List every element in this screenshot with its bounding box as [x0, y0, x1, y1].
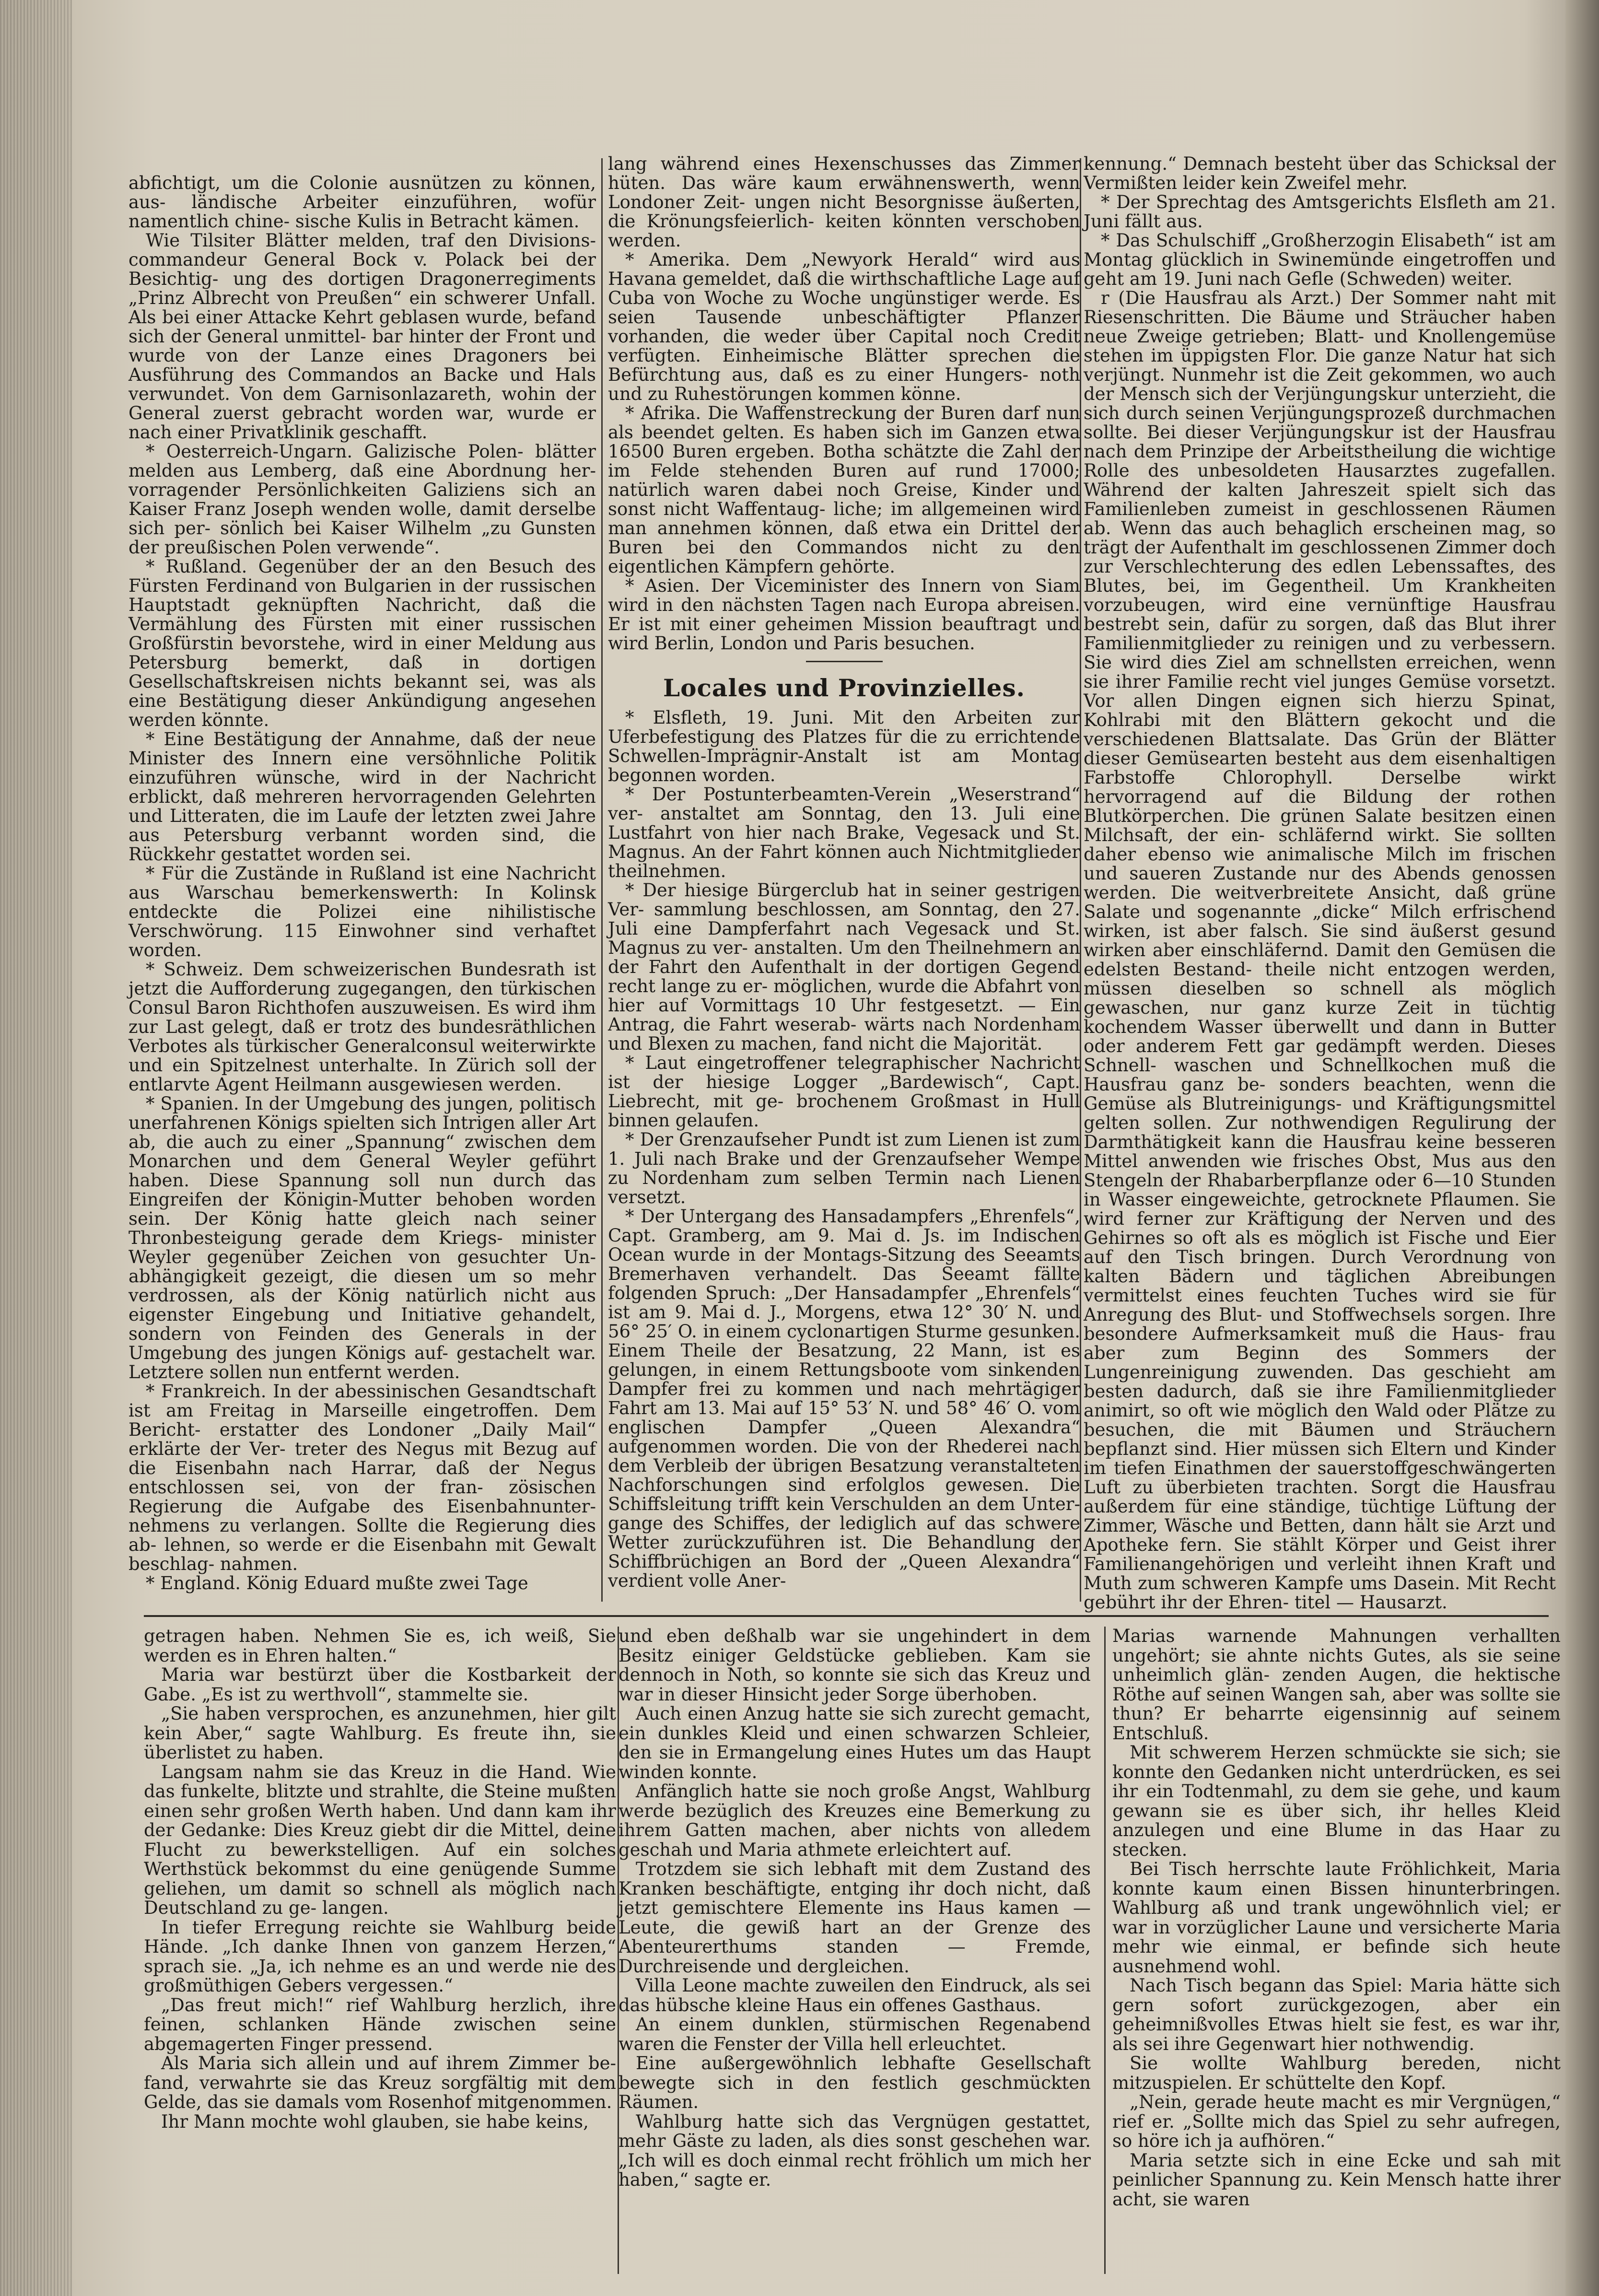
story-paragraph: Nach Tisch begann das Spiel: Maria hätte sich gern sofort zurückgezogen, aber ein geheimnißvolles Etwas hielt sie fest, es war ihr, als sei ihre Gegenwart hier nothwendig.	[1112, 1975, 1561, 2054]
news-paragraph: * Frankreich. In der abessinischen Gesandtschaft ist am Freitag in Marseille eingetroffen. Dem Bericht- erstatter des Londoner „Daily Mail“ erklärte der Ver- treter des Negus mit Bezug auf die Eisenbahn nach Harrar, daß der Negus entschlossen sei, von der fran- zösischen Regierung die Aufgabe des Eisenbahnunter- nehmens zu verlangen. Sollte die Regierung dies ab- lehnen, so werde er die Eisenbahn mit Gewalt beschlag- nahmen.	[128, 1381, 596, 1574]
page-edge-right	[1565, 0, 1599, 2296]
news-paragraph: r (Die Hausfrau als Arzt.) Der Sommer naht mit Riesenschritten. Die Bäume und Sträucher haben neue Zweige getrieben; Blatt- und Knollengemüse stehen im üppigsten Flor. Die ganze Natur hat sich verjüngt. Nunmehr ist die Zeit gekommen, wo auch der Mensch sich der Verjüngungskur unterzieht, die sich durch seinen Verjüngungsprozeß durchmachen sollte. Bei dieser Verjüngungskur ist der Hausfrau nach dem Prinzipe der Arbeitstheilung die wichtige Rolle des unbesoldeten Hausarztes zugefallen. Während der kalten Jahreszeit spielt sich das Familienleben zumeist in geschlossenen Räumen ab. Wenn das auch behaglich erscheinen mag, so trägt der Aufenthalt im geschlossenen Zimmer doch zur Verschlechterung des edlen Lebenssaftes, des Blutes, bei, im Gegentheil. Um Krankheiten vorzubeugen, wird eine vernünftige Hausfrau bestrebt sein, dafür zu sorgen, daß das Blut ihrer Familienmitglieder zu reinigen und zu verbessern. Sie wird dies Ziel am schnellsten erreichen, wenn sie ihrer Familie recht viel junges Gemüse vorsetzt. Vor allen Dingen eignen sich hierzu Spinat, Kohlrabi mit den Blättern gekocht und die verschiedenen Blattsalate. Das Grün der Blätter dieser Gemüsearten besteht aus dem eisenhaltigen Farbstoffe Chlorophyll. Derselbe wirkt hervorragend auf die Bildung der rothen Blutkörperchen. Die grünen Salate besitzen einen Milchsaft, der ein- schläfernd wirkt. Sie sollten daher ebenso wie animalische Milch im frischen und saueren Zustande nur des Abends genossen werden. Die weitverbreitete Ansicht, daß grüne Salate und sogenannte „dicke“ Milch erfrischend wirken, ist aber falsch. Sie sind äußerst gesund wirken aber einschläfernd. Damit den Gemüsen die edelsten Bestand- theile nicht entzogen werden, müssen dieselben so schnell als möglich gewaschen, nur ganz kurze Zeit in tüchtig kochendem Wasser überwellt und dann in Butter oder anderem Fett gar gedämpft werden. Dieses Schnell- waschen und Schnellkochen muß die Hausfrau ganz be- sonders beachten, wenn die Gemüse als Blutreinigungs- und Kräftigungsmittel gelten sollen. Zur nothwendigen Regulirung der Darmthätigkeit kann die Hausfrau keine besseren Mittel anwenden wie frisches Obst, Mus aus den Stengeln der Rhabarberpflanze oder 6—10 Stunden in Wasser eingeweichte, getrocknete Pflaumen. Sie wird ferner zur Kräftigung der Nerven und des Gehirnes so oft als es möglich ist Fische und Eier auf den Tisch bringen. Durch Verordnung von kalten Bädern und täglichen Abreibungen vermittelst eines feuchten Tuches wird sie für Anregung des Blut- und Stoffwechsels sorgen. Ihre besondere Aufmerksamkeit muß die Haus- frau aber zum Beginn des Sommers der Lungenreinigung zuwenden. Das geschieht am besten dadurch, daß sie ihre Familienmitglieder animirt, so oft wie möglich den Wald oder Plätze zu besuchen, die mit Bäumen und Sträuchern bepflanzt sind. Hier müssen sich Eltern und Kinder im tiefen Einathmen der sauerstoffgeschwängerten Luft zu überbieten trachten. Sorgt die Hausfrau außerdem für eine ständige, tüchtige Lüftung der Zimmer, Wäsche und Betten, dann hält sie Arzt und Apotheke fern. Sie stählt Körper und Geist ihrer Familienangehörigen und verleiht ihnen Kraft und Muth zum schweren Kampfe ums Dasein. Mit Recht gebührt ihr der Ehren- titel — Hausarzt.	[1084, 288, 1556, 1613]
section-heading: Locales und Provinzielles.	[663, 674, 1026, 702]
section-rule	[806, 661, 883, 662]
story-paragraph: Trotzdem sie sich lebhaft mit dem Zustand des Kranken beschäftigte, entging ihr doch nicht, daß jetzt gemischtere Elemente ins Haus kamen — Leute, die gewiß hart an der Grenze des Abenteurerthums standen — Fremde, Durchreisende und dergleichen.	[619, 1859, 1091, 1977]
story-paragraph: getragen haben. Nehmen Sie es, ich weiß, Sie werden es in Ehren halten.“	[144, 1626, 616, 1666]
news-paragraph: * Der Postunterbeamten-Verein „Weserstrand“ ver- anstaltet am Sonntag, den 13. Juli eine Lustfahrt von hier nach Brake, Vegesack und St. Magnus. An der Fahrt können auch Nichtmitglieder theilnehmen.	[608, 784, 1080, 881]
news-paragraph: * England. König Eduard mußte zwei Tage	[146, 1573, 528, 1593]
news-paragraph: * Laut eingetroffener telegraphischer Nachricht ist der hiesige Logger „Bardewisch“, Capt. Liebrecht, mit ge- brochenem Großmast in Hull binnen gelaufen.	[608, 1053, 1080, 1131]
feuilleton-column-2	[619, 1627, 1091, 2269]
story-paragraph: „Sie haben versprochen, es anzunehmen, hier gilt kein Aber,“ sagte Wahlburg. Es freute ihn, sie überlistet zu haben.	[144, 1703, 616, 1763]
news-paragraph: * Der hiesige Bürgerclub hat in seiner gestrigen Ver- sammlung beschlossen, am Sonntag, den 27. Juli eine Dampferfahrt nach Vegesack und St. Magnus zu ver- anstalten. Um den Theilnehmern an der Fahrt den Aufenthalt in der dortigen Gegend recht lange zu er- möglichen, wurde die Abfahrt von hier auf Vormittags 10 Uhr festgesetzt. — Ein Antrag, die Fahrt weserab- wärts nach Nordenham und Blexen zu machen, fand nicht die Majorität.	[608, 880, 1080, 1054]
story-paragraph: Marias warnende Mahnungen verhallten ungehört; sie ahnte nichts Gutes, als sie seine unheimlich glän- zenden Augen, die hektische Röthe auf seinen Wangen sah, aber was sollte sie thun? Er beharrte eigensinnig auf seinem Entschluß.	[1112, 1626, 1561, 1744]
news-paragraph: Wie Tilsiter Blätter melden, traf den Divisions- commandeur General Bock v. Polack bei der Besichtig- ung des dortigen Dragonerregiments „Prinz Albrecht von Preußen“ ein schwerer Unfall. Als bei einer Attacke Kehrt geblasen wurde, befand sich der General unmittel- bar hinter der Front und wurde von der Lanze eines Dragoners bei Ausführung des Commandos an Backe und Hals verwundet. Von dem Garnisonlazareth, wohin der General zuerst gebracht worden war, wurde er nach einer Privatklinik geschafft.	[128, 230, 596, 443]
news-paragraph: * Schweiz. Dem schweizerischen Bundesrath ist jetzt die Aufforderung zugegangen, den türkischen Consul Baron Richthofen auszuweisen. Es wird ihm zur Last gelegt, daß er trotz des bundesräthlichen Verbotes als türkischer Generalconsul weiterwirkte und ein Spitzelnest unterhalte. In Zürich soll der entlarvte Agent Heilmann ausgewiesen werden.	[128, 959, 596, 1095]
story-paragraph: „Nein, gerade heute macht es mir Vergnügen,“ rief er. „Sollte mich das Spiel zu sehr aufregen, so höre ich ja aufhören.“	[1112, 2092, 1561, 2151]
news-paragraph: * Der Sprechtag des Amtsgerichts Elsfleth am 21. Juni fällt aus.	[1084, 192, 1556, 232]
news-paragraph: * Spanien. In der Umgebung des jungen, politisch unerfahrenen Königs spielten sich Intrigen aller Art ab, die auch zu einer „Spannung“ zwischen dem Monarchen und dem General Weyler geführt haben. Diese Spannung soll nun durch das Eingreifen der Königin-Mutter behoben worden sein. Der König hatte gleich nach seiner Thronbesteigung gerade dem Kriegs- minister Weyler gegenüber Zeichen von gesuchter Un- abhängigkeit gezeigt, die diesen um so mehr verdrossen, als der König natürlich nicht aus eigenster Eingebung und Initiative gehandelt, sondern von Feinden des Generals in der Umgebung des jungen Königs auf- gestachelt war. Letztere sollen nun entfernt werden.	[128, 1093, 596, 1382]
column-divider	[601, 158, 603, 1602]
news-column-3	[1084, 153, 1556, 1613]
news-paragraph: * Elsfleth, 19. Juni. Mit den Arbeiten zur Uferbefestigung des Platzes für die zu errichtende Schwellen-Imprägnir-Anstalt ist am Montag begonnen worden.	[608, 707, 1080, 785]
story-paragraph: „Das freut mich!“ rief Wahlburg herzlich, ihre feinen, schlanken Hände zwischen seine abgemagerten Finger pressend.	[144, 1994, 616, 2054]
story-paragraph: Eine außergewöhnlich lebhafte Gesellschaft bewegte sich in den festlich geschmückten Räumen.	[619, 2053, 1091, 2112]
story-paragraph: Maria war bestürzt über die Kostbarkeit der Gabe. „Es ist zu werthvoll“, stammelte sie.	[144, 1664, 616, 1705]
news-column-1	[128, 174, 596, 1605]
story-paragraph: Bei Tisch herrschte laute Fröhlichkeit, Maria konnte kaum einen Bissen hinunterbringen. Wahlburg aß und trank ungewöhnlich viel; er war in vorzüglicher Laune und versicherte Maria mehr wie einmal, er befinde sich heute ausnehmend wohl.	[1112, 1859, 1561, 1977]
news-column-2	[608, 154, 1080, 1605]
feuilleton-column-3	[1112, 1627, 1561, 2269]
news-paragraph: * Amerika. Dem „Newyork Herald“ wird aus Havana gemeldet, daß die wirthschaftliche Lage auf Cuba von Woche zu Woche ungünstiger werde. Es seien Tausende unbeschäftigter Pflanzer vorhanden, die weder über Capital noch Credit verfügten. Einheimische Blätter sprechen die Befürchtung aus, daß es zu einer Hungers- noth und zu Ruhestörungen kommen könne.	[608, 249, 1080, 404]
news-paragraph: * Der Untergang des Hansadampfers „Ehrenfels“, Capt. Gramberg, am 9. Mai d. Js. im Indischen Ocean wurde in der Montags-Sitzung des Seeamts Bremerhaven verhandelt. Das Seeamt fällte folgenden Spruch: „Der Hansadampfer „Ehrenfels“ ist am 9. Mai d. J., Morgens, etwa 12° 30′ N. und 56° 25′ O. in einem cyclonartigen Sturme gesunken. Einem Theile der Besatzung, 22 Mann, ist es gelungen, in einem Rettungsboote vom sinkenden Dampfer frei zu kommen und nach mehrtägiger Fahrt am 13. Mai auf 15° 53′ N. und 58° 46′ O. vom englischen Dampfer „Queen Alexandra“ aufgenommen worden. Die von der Rhederei nach dem Verbleib der übrigen Besatzung veranstalteten Nachforschungen sind erfolglos gewesen. Die Schiffsleitung trifft kein Verschulden an dem Unter- gange des Schiffes, der lediglich auf das schwere Wetter zurückzuführen ist. Die Behandlung der Schiffbrüchigen an Bord der „Queen Alexandra“ verdient volle Aner-	[608, 1206, 1080, 1591]
story-paragraph: und eben deßhalb war sie ungehindert in dem Besitz einiger Geldstücke geblieben. Kam sie dennoch in Noth, so konnte sie sich das Kreuz und war in dieser Hinsicht jeder Sorge überhoben.	[619, 1626, 1091, 1705]
news-paragraph: * Eine Bestätigung der Annahme, daß der neue Minister des Innern eine versöhnliche Politik einzuführen wünsche, wird in der Nachricht erblickt, daß mehreren hervorragenden Gelehrten und Litteraten, die im Laufe der letzten zwei Jahre aus Petersburg verbannt worden sind, die Rückkehr gestattet worden sei.	[128, 729, 596, 865]
news-paragraph: * Für die Zustände in Rußland ist eine Nachricht aus Warschau bemerkenswerth: In Kolinsk entdeckte die Polizei eine nihilistische Verschwörung. 115 Einwohner sind verhaftet worden.	[128, 863, 596, 961]
news-paragraph: * Asien. Der Viceminister des Innern von Siam wird in den nächsten Tagen nach Europa abreisen. Er ist mit einer geheimen Mission beauftragt und wird Berlin, London und Paris besuchen.	[608, 575, 1080, 654]
feuilleton-divider	[144, 1615, 1549, 1617]
news-paragraph: * Oesterreich-Ungarn. Galizische Polen- blätter melden aus Lemberg, daß eine Abordnung her- vorragender Persönlichkeiten Galiziens sich an Kaiser Franz Joseph wenden wolle, damit derselbe sich per- sönlich bei Kaiser Wilhelm „zu Gunsten der preußischen Polen verwende“.	[128, 441, 596, 558]
news-paragraph: * Das Schulschiff „Großherzogin Elisabeth“ ist am Montag glücklich in Swinemünde eingetroffen und geht am 19. Juni nach Gefle (Schweden) weiter.	[1084, 230, 1556, 289]
story-paragraph: Ihr Mann mochte wohl glauben, sie habe keins,	[161, 2111, 589, 2132]
story-paragraph: Maria setzte sich in eine Ecke und sah mit peinlicher Spannung zu. Kein Mensch hatte ihrer acht, sie waren	[1112, 2150, 1561, 2210]
story-paragraph: An einem dunklen, stürmischen Regenabend waren die Fenster der Villa hell erleuchtet.	[619, 2014, 1091, 2054]
story-paragraph: Wahlburg hatte sich das Vergnügen gestattet, mehr Gäste zu laden, als dies sonst geschehen war. „Ich will es doch einmal recht fröhlich um mich her haben,“ sagte er.	[619, 2111, 1091, 2190]
story-paragraph: Villa Leone machte zuweilen den Eindruck, als sei das hübsche kleine Haus ein offenes Gasthaus.	[619, 1975, 1091, 2015]
page-edge-left	[0, 0, 72, 2296]
story-paragraph: Auch einen Anzug hatte sie sich zurecht gemacht, ein dunkles Kleid und einen schwarzen Schleier, den sie in Ermangelung eines Hutes um das Haupt winden konnte.	[619, 1703, 1091, 1782]
story-paragraph: Anfänglich hatte sie noch große Angst, Wahlburg werde bezüglich des Kreuzes eine Bemerkung zu ihrem Gatten machen, aber nichts von alledem geschah und Maria athmete erleichtert auf.	[619, 1781, 1091, 1860]
news-paragraph: * Der Grenzaufseher Pundt ist zum Lienen ist zum 1. Juli nach Brake und der Grenzaufseher Wempe zu Nordenham zum selben Termin nach Lienen versetzt.	[608, 1129, 1080, 1207]
feuilleton-column-1	[144, 1627, 616, 2269]
news-paragraph: * Afrika. Die Waffenstreckung der Buren darf nun als beendet gelten. Es haben sich im Ganzen etwa 16500 Buren ergeben. Botha schätzte die Zahl der im Felde stehenden Buren auf rund 17000; natürlich waren dabei noch Greise, Kinder und sonst nicht Waffentaug- liche; im allgemeinen wird man annehmen können, daß etwa ein Drittel der Buren bei den Commandos nicht zu den eigentlichen Kämpfern gehörte.	[608, 403, 1080, 577]
story-paragraph: Sie wollte Wahlburg bereden, nicht mitzuspielen. Er schüttelte den Kopf.	[1112, 2053, 1561, 2093]
news-paragraph: abfichtigt, um die Colonie ausnützen zu können, aus- ländische Arbeiter einzuführen, wofür namentlich chine- sische Kulis in Betracht kämen.	[128, 173, 596, 232]
news-paragraph: kennung.“ Demnach besteht über das Schicksal der Vermißten leider kein Zweifel mehr.	[1084, 153, 1556, 193]
news-paragraph: * Rußland. Gegenüber der an den Besuch des Fürsten Ferdinand von Bulgarien in der russischen Hauptstadt geknüpften Nachricht, daß die Vermählung des Fürsten mit einer russischen Großfürstin bevorstehe, wird in einer Meldung aus Petersburg bemerkt, daß in dortigen Gesellschaftskreisen nichts bekannt sei, was als eine Bestätigung dieser Ankündigung angesehen werden könnte.	[128, 556, 596, 730]
story-paragraph: Langsam nahm sie das Kreuz in die Hand. Wie das funkelte, blitzte und strahlte, die Steine mußten einen sehr großen Werth haben. Und dann kam ihr der Gedanke: Dies Kreuz giebt dir die Mittel, deine Flucht zu bewerkstelligen. Auf ein solches Werthstück bekommst du eine genügende Summe geliehen, um damit so schnell als möglich nach Deutschland zu ge- langen.	[144, 1761, 616, 1918]
story-paragraph: Als Maria sich allein und auf ihrem Zimmer be- fand, verwahrte sie das Kreuz sorgfältig mit dem Gelde, das sie damals vom Rosenhof mitgenommen.	[144, 2053, 616, 2112]
story-paragraph: Mit schwerem Herzen schmückte sie sich; sie konnte den Gedanken nicht unterdrücken, es sei ihr ein Todtenmahl, zu dem sie gehe, und kaum gewann sie es über sich, ihr helles Kleid anzulegen und eine Blume in das Haar zu stecken.	[1112, 1742, 1561, 1860]
column-divider	[1104, 1627, 1106, 2274]
story-paragraph: In tiefer Erregung reichte sie Wahlburg beide Hände. „Ich danke Ihnen von ganzem Herzen,“ sprach sie. „Ja, ich nehme es an und werde nie des großmüthigen Gebers vergessen.“	[144, 1917, 616, 1996]
news-paragraph: lang während eines Hexenschusses das Zimmer hüten. Das wäre kaum erwähnenswerth, wenn Londoner Zeit- ungen nicht Besorgnisse äußerten, die Krönungsfeierlich- keiten könnten verschoben werden.	[608, 153, 1080, 251]
